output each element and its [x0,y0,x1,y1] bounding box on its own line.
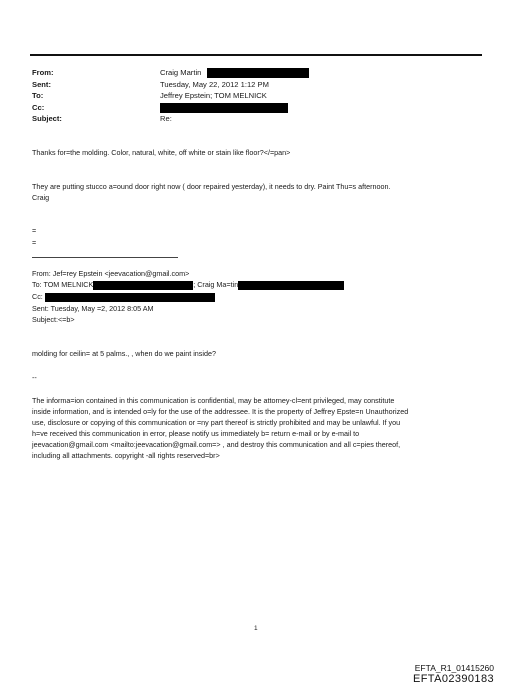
quoted-cc-label: Cc: [32,292,43,301]
subject-label: Subject: [32,114,62,123]
quoted-to-mid: ; Craig Ma=tin [193,280,239,289]
disclaimer-line-6: including all attachments. copyright -all rights reserved=br> [32,451,220,460]
redaction-box [45,293,215,302]
body-equals-2: = [32,238,37,247]
quoted-subject-line: Subject:<=b> [32,315,75,324]
disclaimer-line-2: inside information, and is intended o=ly for the use of the addressee. It is the property of Jeffrey Epste=n Unauthorized [32,407,409,416]
from-value: Craig Martin [160,68,202,77]
body-signature: Craig [32,193,50,202]
sent-value: Tuesday, May 22, 2012 1:12 PM [160,80,269,89]
redaction-box [207,68,309,78]
quoted-to-row [32,280,344,290]
page-number: 1 [254,625,258,632]
body-line-1: Thanks for=the molding. Color, natural, white, off white or stain like floor?</=pan> [32,148,291,157]
body-equals-1: = [32,226,37,235]
subject-value: Re: [160,114,172,123]
quote-separator-rule [32,257,178,258]
quoted-sent-line: Sent: Tuesday, May =2, 2012 8:05 AM [32,304,154,313]
to-value: Jeffrey Epstein; TOM MELNICK [160,91,267,100]
body-line-2: They are putting stucco a=ound door right now ( door repaired yesterday), it needs to dry. Paint Thu=s afternoon. [32,182,391,191]
bates-number-1: EFTA_R1_01415260 [414,663,494,673]
cc-label: Cc: [32,103,45,112]
bates-number-2: EFTA02390183 [412,673,494,685]
from-label: From: [32,68,54,77]
redaction-box [93,281,193,290]
redaction-box [160,103,288,113]
quoted-cc-row [32,292,215,302]
sent-label: Sent: [32,80,51,89]
disclaimer-line-4: h=ve received this communication in error, please notify us immediately b= return e-mail or by e-mail to [32,429,360,438]
quoted-message: molding for ceilin= at 5 palms., , when do we paint inside? [32,349,216,358]
disclaimer-line-3: use, disclosure or copying of this communication or =ny part thereof is strictly prohibited and may be unlawful. If you [32,418,401,427]
disclaimer-line-1: The informa=ion contained in this communication is confidential, may be attorney-cl=ent privileged, may constitute [32,396,395,405]
quoted-dash: -- [32,373,37,382]
header-top-rule [30,54,482,56]
disclaimer-line-5: jeevacation@gmail.com <mailto:jeevacation@gmail.com=> , and destroy this communication and all c=pies thereof, [32,440,401,449]
to-label: To: [32,91,44,100]
quoted-from-line: From: Jef=rey Epstein <jeevacation@gmail.com> [32,269,190,278]
redaction-box [238,281,344,290]
quoted-to-prefix: To: TOM MELNICK [32,280,94,289]
